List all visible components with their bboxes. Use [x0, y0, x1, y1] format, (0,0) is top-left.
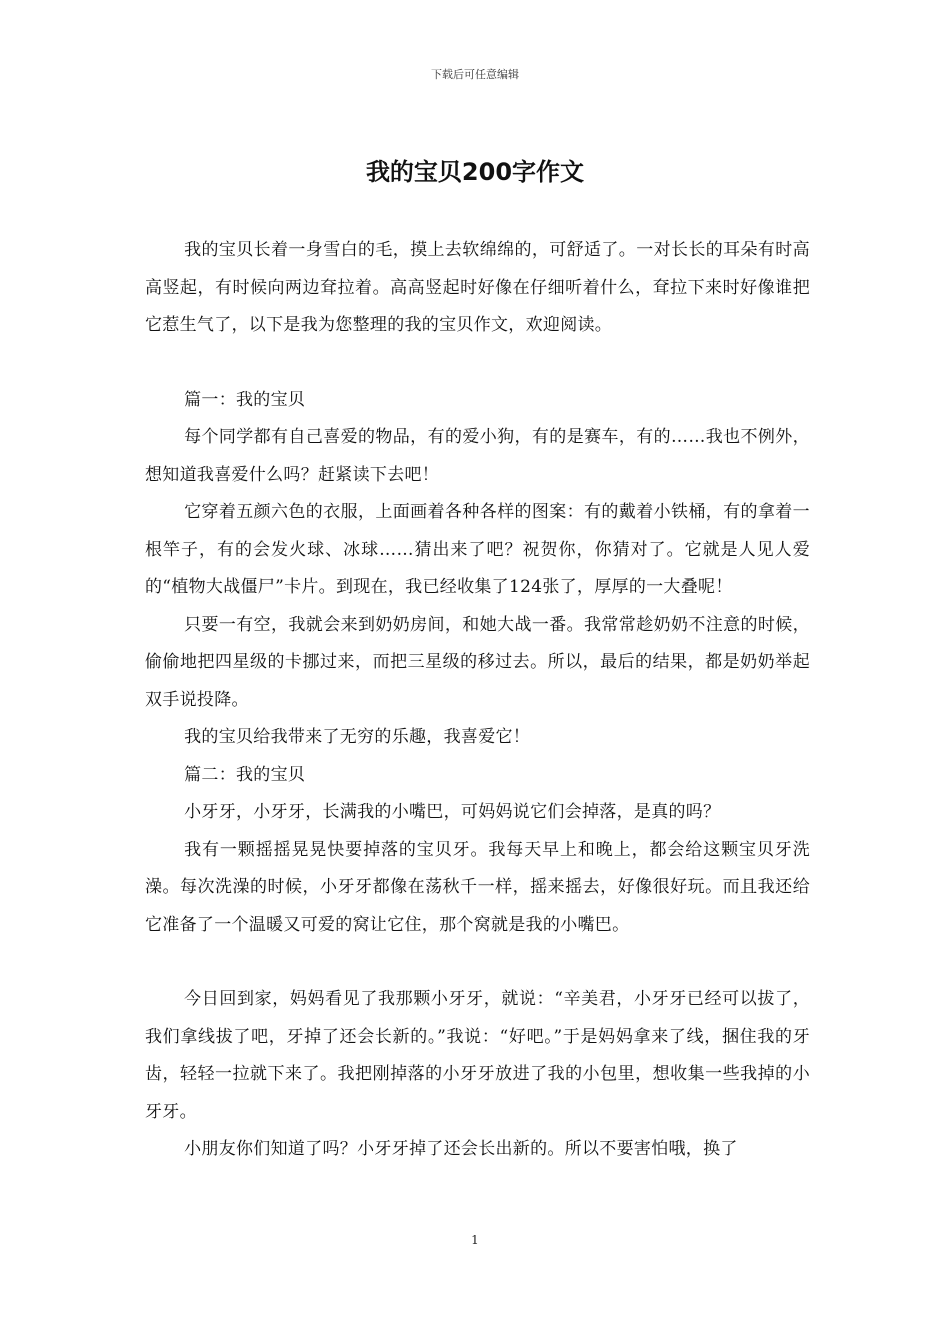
- body-paragraph: 它穿着五颜六色的衣服，上面画着各种各样的图案：有的戴着小铁桶，有的拿着一根竿子，有的会发火球、冰球……猜出来了吧？祝贺你，你猜对了。它就是人见人爱的“植物大战僵尸”卡片。到现在，我已经收集了124张了，厚厚的一大叠呢！: [145, 502, 810, 597]
- document-body: [145, 232, 810, 1169]
- page-number: 1: [471, 1233, 479, 1247]
- body-paragraph: 每个同学都有自己喜爱的物品，有的爱小狗，有的是赛车，有的……我也不例外，想知道我喜爱什么吗？赶紧读下去吧！: [145, 427, 810, 485]
- document-title: 我的宝贝200字作文: [365, 158, 585, 186]
- body-paragraph: 我的宝贝给我带来了无穷的乐趣，我喜爱它！: [184, 727, 531, 747]
- section-heading-2: 篇二：我的宝贝: [184, 764, 306, 785]
- body-paragraph: 今日回到家，妈妈看见了我那颗小牙牙，就说：“辛美君，小牙牙已经可以拔了，我们拿线拔了吧，牙掉了还会长新的。”我说：“好吧。”于是妈妈拿来了线，捆住我的牙齿，轻轻一拉就下来了。我把刚掉落的小牙牙放进了我的小包里，想收集一些我掉的小牙牙。: [145, 989, 810, 1122]
- header-note: 下载后可任意编辑: [431, 68, 519, 81]
- body-paragraph: 小朋友你们知道了吗？小牙牙掉了还会长出新的。所以不要害怕哦，换了: [184, 1139, 738, 1159]
- body-paragraph: 只要一有空，我就会来到奶奶房间，和她大战一番。我常常趁奶奶不注意的时候，偷偷地把四星级的卡挪过来，而把三星级的移过去。所以，最后的结果，都是奶奶举起双手说投降。: [145, 614, 810, 710]
- intro-paragraph: 我的宝贝长着一身雪白的毛，摸上去软绵绵的，可舒适了。一对长长的耳朵有时高高竖起，有时候向两边耷拉着。高高竖起时好像在仔细听着什么，耷拉下来时好像谁把它惹生气了，以下是我为您整理的我的宝贝作文，欢迎阅读。: [145, 240, 810, 335]
- body-paragraph: 我有一颗摇摇晃晃快要掉落的宝贝牙。我每天早上和晚上，都会给这颗宝贝牙洗澡。每次洗澡的时候，小牙牙都像在荡秋千一样，摇来摇去，好像很好玩。而且我还给它准备了一个温暖又可爱的窝让它住，那个窝就是我的小嘴巴。: [145, 839, 810, 935]
- body-paragraph: 小牙牙，小牙牙，长满我的小嘴巴，可妈妈说它们会掉落，是真的吗？: [184, 802, 721, 822]
- section-heading-1: 篇一：我的宝贝: [184, 389, 306, 410]
